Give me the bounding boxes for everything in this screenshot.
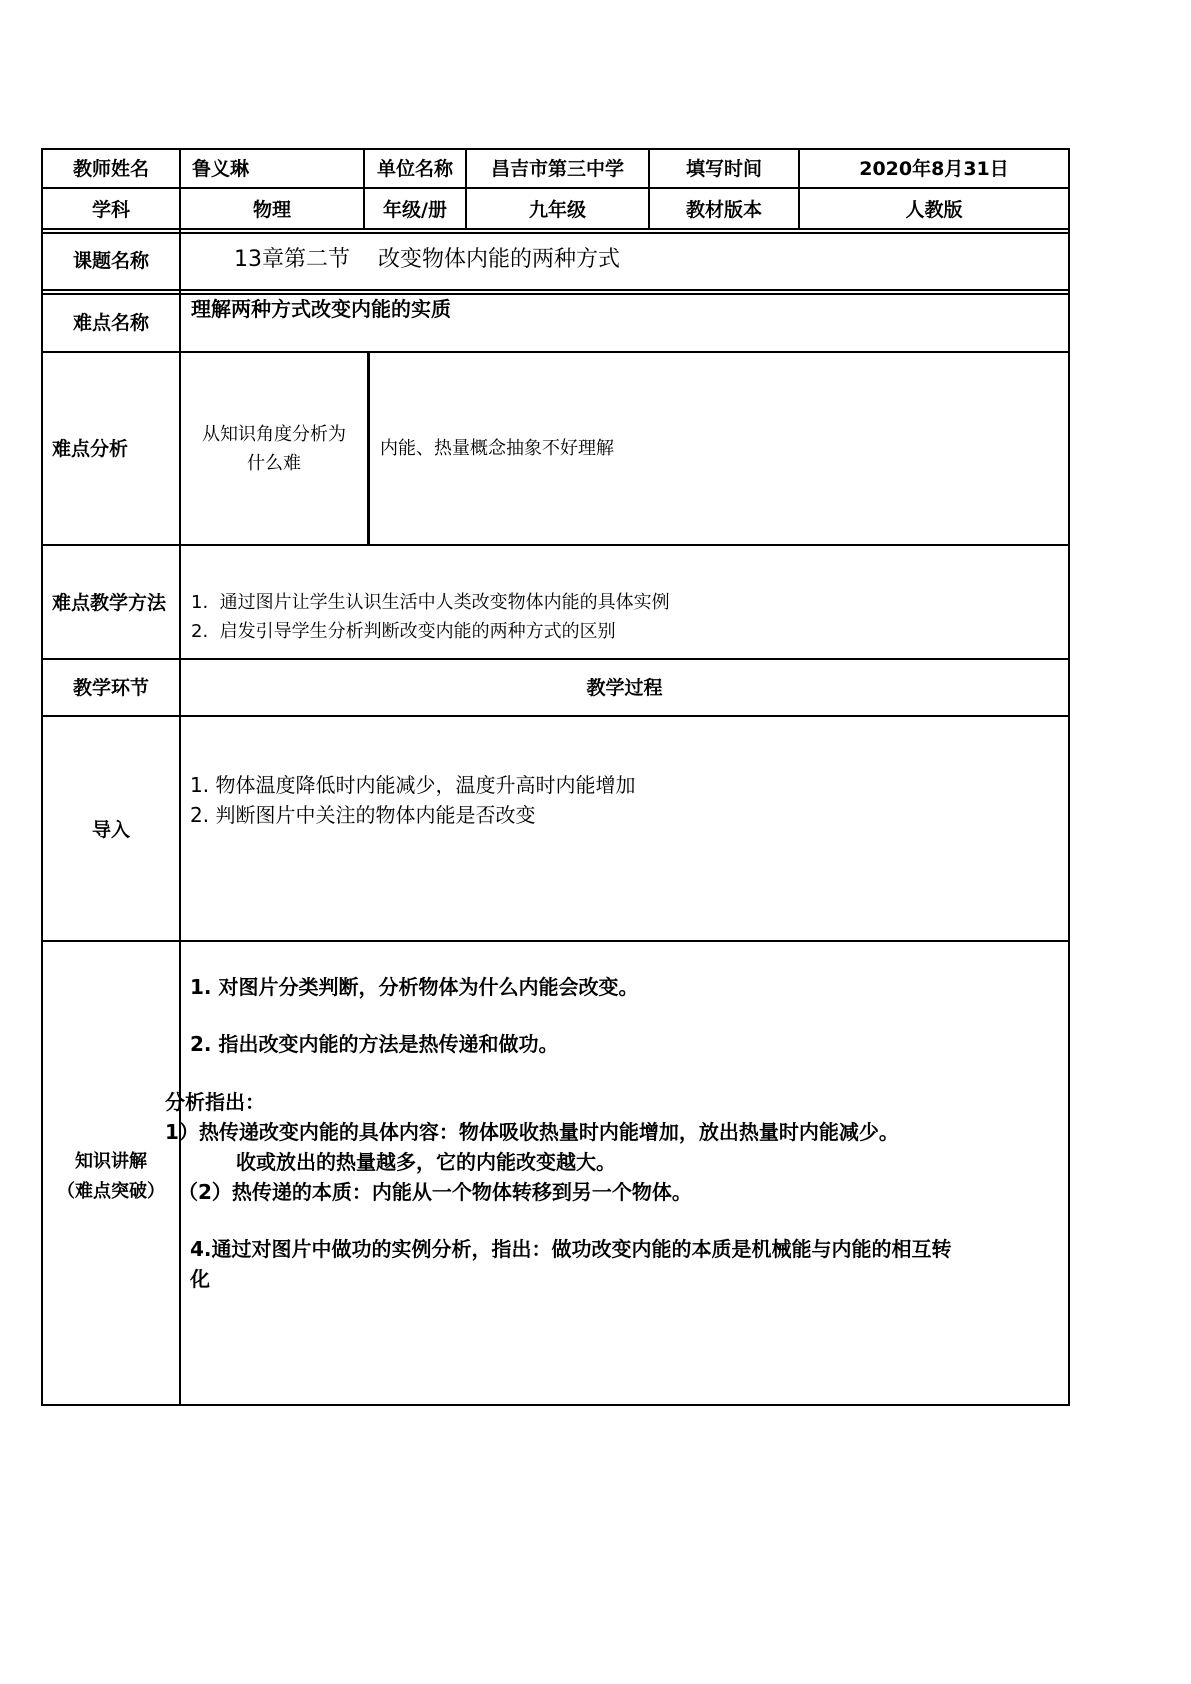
teacher-name-label: 教师姓名	[72, 158, 149, 180]
label-column-divider	[179, 148, 181, 1406]
row-divider	[41, 940, 1070, 942]
subject-label: 学科	[91, 199, 130, 221]
grade-value: 九年级	[528, 199, 586, 221]
analysis-reason: 内能、热量概念抽象不好理解	[380, 438, 614, 459]
analysis-angle-line1: 从知识角度分析为	[202, 424, 346, 445]
subject-value: 物理	[252, 199, 291, 221]
knowledge-label: 知识讲解	[75, 1151, 147, 1172]
analysis-column-divider	[367, 351, 370, 545]
difficulty-label: 难点名称	[72, 312, 149, 334]
row-divider	[41, 544, 1070, 546]
intro-label: 导入	[91, 819, 130, 841]
intro-line: 1. 物体温度降低时内能减少，温度升高时内能增加	[190, 773, 636, 797]
topic-value: 13章第二节 改变物体内能的两种方式	[234, 247, 620, 272]
fill-date-label: 填写时间	[685, 158, 762, 180]
method-item: 2. 启发引导学生分析判断改变内能的两种方式的区别	[191, 621, 616, 642]
table-border-left	[41, 148, 43, 1406]
row-divider	[41, 228, 1070, 230]
knowledge-line: 化	[190, 1267, 210, 1291]
knowledge-line: 收或放出的热量越多，它的内能改变越大。	[236, 1150, 616, 1174]
grade-label: 年级/册	[383, 199, 447, 221]
knowledge-sublabel: （难点突破）	[57, 1181, 165, 1202]
fill-date-value: 2020年8月31日	[859, 158, 1009, 180]
knowledge-line: 2. 指出改变内能的方法是热传递和做功。	[190, 1032, 559, 1056]
unit-name-label: 单位名称	[376, 158, 453, 180]
knowledge-line: （2）热传递的本质：内能从一个物体转移到另一个物体。	[178, 1180, 692, 1204]
table-border-right	[1068, 148, 1070, 1406]
edition-label: 教材版本	[685, 199, 762, 221]
knowledge-line: 分析指出：	[165, 1090, 265, 1114]
analysis-label: 难点分析	[52, 438, 129, 460]
edition-value: 人教版	[905, 199, 963, 221]
topic-label: 课题名称	[72, 250, 149, 272]
row-divider	[41, 232, 1070, 234]
intro-line: 2. 判断图片中关注的物体内能是否改变	[190, 803, 536, 827]
method-label: 难点教学方法	[52, 592, 167, 614]
analysis-angle-line2: 什么难	[247, 453, 301, 474]
knowledge-line: 1）热传递改变内能的具体内容：物体吸收热量时内能增加，放出热量时内能减少。	[165, 1120, 899, 1144]
knowledge-line: 4.通过对图片中做功的实例分析，指出：做功改变内能的本质是机械能与内能的相互转	[190, 1237, 952, 1261]
row-divider	[41, 658, 1070, 660]
teacher-name-value: 鲁义琳	[192, 158, 250, 180]
row-divider	[41, 351, 1070, 353]
row-divider	[41, 289, 1070, 291]
row-divider	[41, 187, 1070, 189]
row-divider	[41, 715, 1070, 717]
method-item: 1. 通过图片让学生认识生活中人类改变物体内能的具体实例	[191, 592, 670, 613]
process-header: 教学过程	[586, 677, 663, 699]
stage-header: 教学环节	[72, 677, 149, 699]
unit-name-value: 昌吉市第三中学	[490, 158, 624, 180]
difficulty-value: 理解两种方式改变内能的实质	[191, 297, 451, 321]
table-border-top	[41, 148, 1070, 150]
table-border-bottom	[41, 1404, 1070, 1406]
knowledge-line: 1. 对图片分类判断，分析物体为什么内能会改变。	[190, 975, 639, 999]
